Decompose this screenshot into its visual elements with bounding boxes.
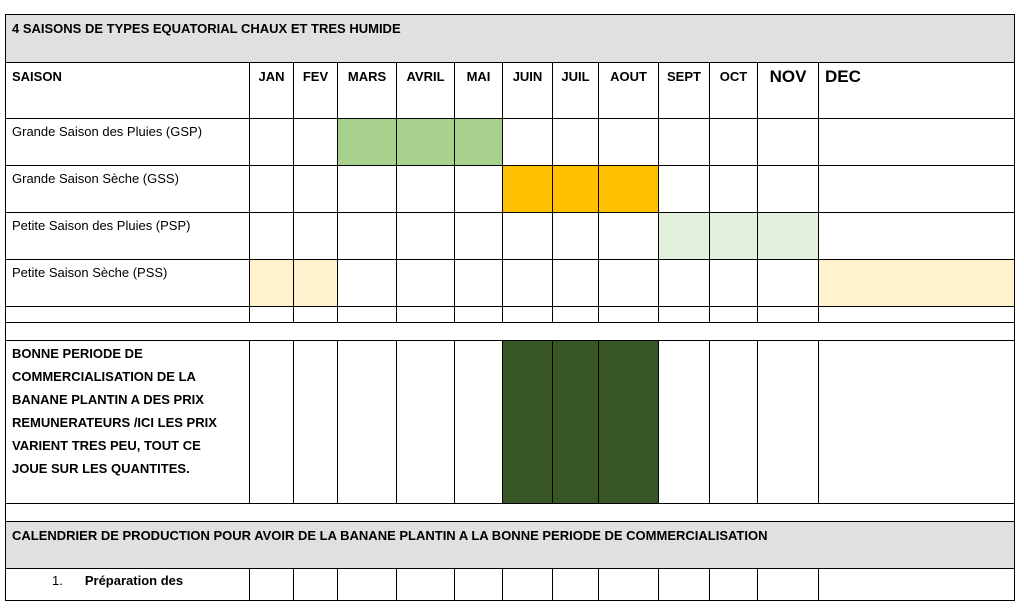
bonne-periode-cell-mars (338, 341, 397, 504)
season-cell-jan (250, 213, 294, 260)
spacer-cell (6, 323, 1015, 341)
bonne-periode-cell-oct (710, 341, 758, 504)
calendar-title-row (6, 522, 1015, 569)
season-calendar-table (5, 14, 1015, 601)
season-cell-oct (710, 166, 758, 213)
season-cell-aout (599, 213, 659, 260)
season-cell-juil (553, 260, 599, 307)
step-cell-oct (710, 569, 758, 601)
spacer-cell-fev (294, 307, 338, 323)
spacer-cell-jan (250, 307, 294, 323)
season-row (6, 213, 1015, 260)
season-cell-oct (710, 119, 758, 166)
season-cell-sept (659, 119, 710, 166)
season-row (6, 166, 1015, 213)
month-header-row (6, 63, 1015, 119)
bonne-periode-cell-juil-active (553, 341, 599, 504)
step-cell-mars (338, 569, 397, 601)
season-cell-oct-active (710, 213, 758, 260)
bonne-periode-line: BONNE PERIODE DE (12, 346, 143, 361)
season-cell-dec-active (819, 260, 1015, 307)
month-header-nov: NOV (758, 63, 819, 119)
season-cell-fev-active (294, 260, 338, 307)
bonne-periode-line: JOUE SUR LES QUANTITES. (12, 461, 190, 476)
month-header-avril: AVRIL (397, 63, 455, 119)
month-header-sept: SEPT (659, 63, 710, 119)
season-cell-dec (819, 166, 1015, 213)
spacer-cell-mars (338, 307, 397, 323)
season-label: Petite Saison des Pluies (PSP) (6, 213, 250, 260)
spacer-cell-nov (758, 307, 819, 323)
month-header-mai: MAI (455, 63, 503, 119)
season-cell-nov (758, 119, 819, 166)
step-cell-jan (250, 569, 294, 601)
season-cell-mai-active (455, 119, 503, 166)
month-header-juil: JUIL (553, 63, 599, 119)
month-header-mars: MARS (338, 63, 397, 119)
month-header-jan: JAN (250, 63, 294, 119)
step-label (6, 569, 250, 601)
step-cell-dec (819, 569, 1015, 601)
month-header-oct: OCT (710, 63, 758, 119)
season-cell-aout-active (599, 166, 659, 213)
step-text: Préparation des (84, 573, 184, 588)
season-cell-nov (758, 166, 819, 213)
season-cell-avril (397, 213, 455, 260)
bonne-periode-row (6, 341, 1015, 504)
season-cell-avril-active (397, 119, 455, 166)
month-header-aout: AOUT (599, 63, 659, 119)
season-label: Grande Saison Sèche (GSS) (6, 166, 250, 213)
season-cell-avril (397, 166, 455, 213)
season-cell-juin-active (503, 166, 553, 213)
season-cell-juil (553, 213, 599, 260)
season-cell-juin (503, 213, 553, 260)
spacer-cell-sept (659, 307, 710, 323)
step-cell-juil (553, 569, 599, 601)
bonne-periode-line: BANANE PLANTIN A DES PRIX (12, 392, 204, 407)
season-cell-sept-active (659, 213, 710, 260)
season-cell-mai (455, 213, 503, 260)
season-cell-oct (710, 260, 758, 307)
spacer-cell-dec (819, 307, 1015, 323)
bonne-periode-line: REMUNERATEURS /ICI LES PRIX (12, 415, 217, 430)
season-row (6, 260, 1015, 307)
season-cell-mars (338, 260, 397, 307)
season-cell-juil-active (553, 166, 599, 213)
bonne-periode-cell-sept (659, 341, 710, 504)
season-cell-avril (397, 260, 455, 307)
step-cell-aout (599, 569, 659, 601)
step-cell-mai (455, 569, 503, 601)
season-label: Petite Saison Sèche (PSS) (6, 260, 250, 307)
step-cell-juin (503, 569, 553, 601)
season-cell-fev (294, 166, 338, 213)
spacer-cell (6, 307, 250, 323)
spacer-row-full (6, 504, 1015, 522)
spacer-cell-oct (710, 307, 758, 323)
bonne-periode-cell-mai (455, 341, 503, 504)
season-cell-jan (250, 166, 294, 213)
bonne-periode-cell-avril (397, 341, 455, 504)
season-cell-fev (294, 119, 338, 166)
season-cell-jan (250, 119, 294, 166)
spacer-cell-juil (553, 307, 599, 323)
step-cell-avril (397, 569, 455, 601)
season-cell-juin (503, 119, 553, 166)
season-cell-mai (455, 260, 503, 307)
step-number: 1. (52, 573, 63, 588)
season-cell-nov-active (758, 213, 819, 260)
step-cell-fev (294, 569, 338, 601)
bonne-periode-label (6, 341, 250, 504)
bonne-periode-cell-jan (250, 341, 294, 504)
calendar-title: CALENDRIER DE PRODUCTION POUR AVOIR DE LA BANANE PLANTIN A LA BONNE PERIODE DE COMMERCIALISATION (6, 522, 1015, 569)
season-header-label: SAISON (6, 63, 250, 119)
season-cell-dec (819, 119, 1015, 166)
step-row (6, 569, 1015, 601)
season-cell-mars (338, 213, 397, 260)
season-row (6, 119, 1015, 166)
season-cell-mars-active (338, 119, 397, 166)
bonne-periode-line: COMMERCIALISATION DE LA (12, 369, 196, 384)
step-cell-nov (758, 569, 819, 601)
season-cell-juin (503, 260, 553, 307)
season-cell-juil (553, 119, 599, 166)
bonne-periode-cell-nov (758, 341, 819, 504)
spacer-cell-juin (503, 307, 553, 323)
month-header-dec: DEC (819, 63, 1015, 119)
bonne-periode-cell-fev (294, 341, 338, 504)
spacer-cell-mai (455, 307, 503, 323)
season-cell-jan-active (250, 260, 294, 307)
season-cell-sept (659, 166, 710, 213)
spacer-row (6, 307, 1015, 323)
season-cell-fev (294, 213, 338, 260)
bonne-periode-line: VARIENT TRES PEU, TOUT CE (12, 438, 201, 453)
step-cell-sept (659, 569, 710, 601)
season-cell-mai (455, 166, 503, 213)
bonne-periode-cell-aout-active (599, 341, 659, 504)
season-cell-aout (599, 260, 659, 307)
season-label: Grande Saison des Pluies (GSP) (6, 119, 250, 166)
bonne-periode-cell-dec (819, 341, 1015, 504)
season-cell-sept (659, 260, 710, 307)
month-header-fev: FEV (294, 63, 338, 119)
season-cell-mars (338, 166, 397, 213)
spacer-cell-avril (397, 307, 455, 323)
season-cell-dec (819, 213, 1015, 260)
season-cell-nov (758, 260, 819, 307)
spacer-cell-aout (599, 307, 659, 323)
season-cell-aout (599, 119, 659, 166)
table-title: 4 SAISONS DE TYPES EQUATORIAL CHAUX ET TRES HUMIDE (6, 15, 1015, 63)
bonne-periode-cell-juin-active (503, 341, 553, 504)
spacer-row-full (6, 323, 1015, 341)
spacer-cell (6, 504, 1015, 522)
month-header-juin: JUIN (503, 63, 553, 119)
